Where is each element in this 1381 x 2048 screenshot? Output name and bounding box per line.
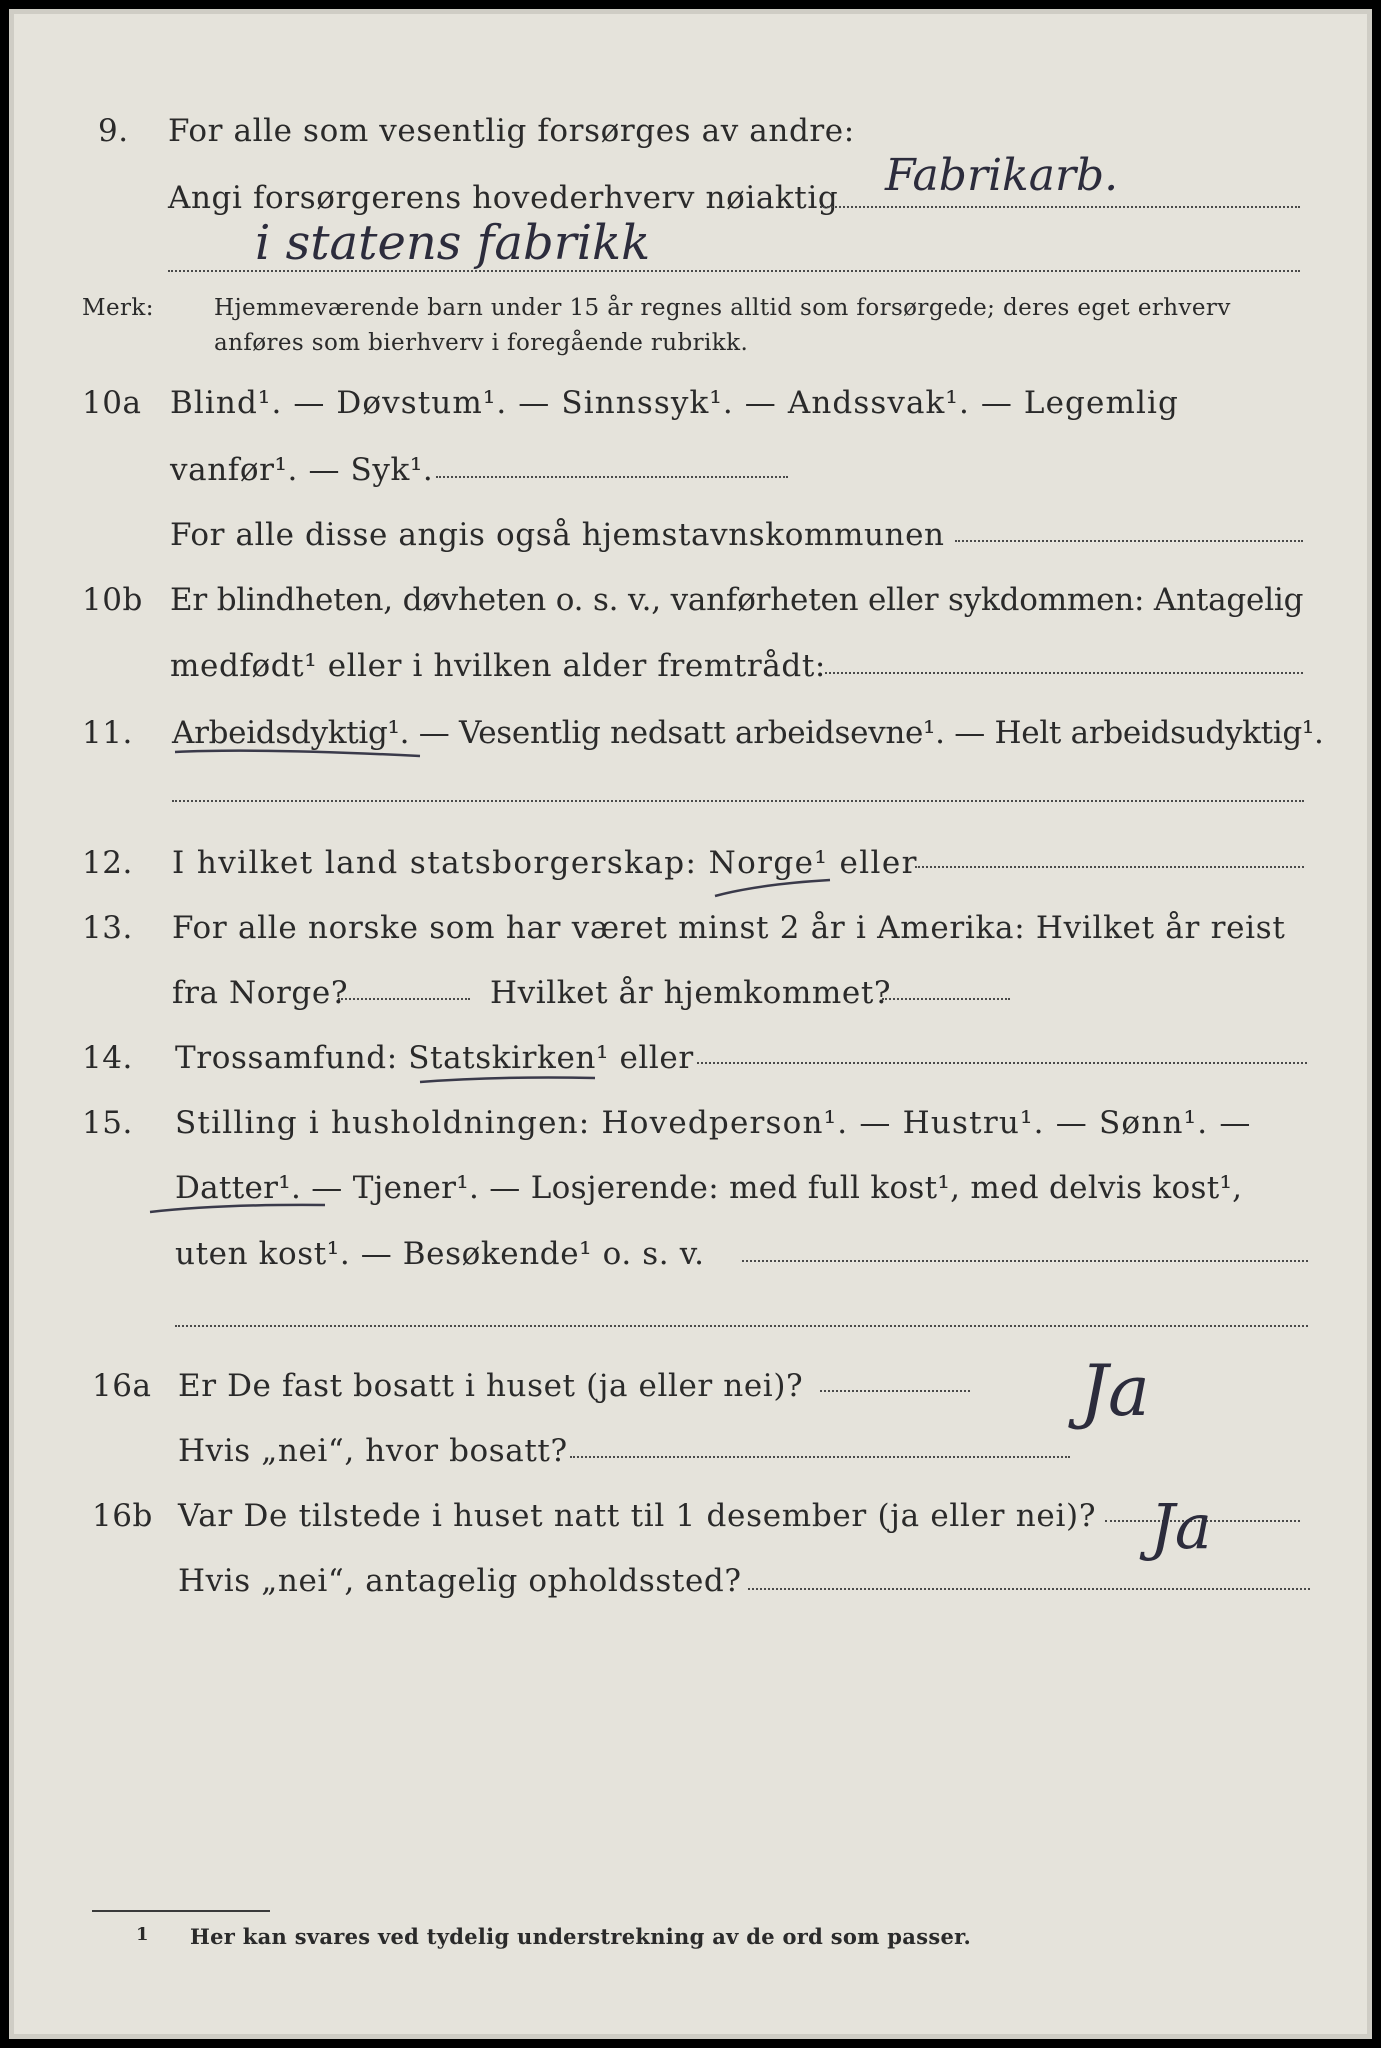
q12-number: 12. bbox=[82, 845, 133, 881]
q15-line3: uten kost¹. — Besøkende¹ o. s. v. bbox=[175, 1236, 705, 1272]
q16b-line2: Hvis „nei“, antagelig opholdssted? bbox=[178, 1563, 742, 1599]
footnote-text: Her kan svares ved tydelig understrekning av de ord som passer. bbox=[190, 1924, 972, 1949]
q10a-line1: Blind¹. — Døvstum¹. — Sinnssyk¹. — Andssvak¹. — Legemlig bbox=[170, 385, 1179, 421]
q13-number: 13. bbox=[82, 910, 133, 946]
q16a-handwritten-answer: Ja bbox=[1080, 1350, 1150, 1432]
q13-line1: For alle norske som har været minst 2 år i Amerika: Hvilket år reist bbox=[172, 910, 1286, 946]
q9-line1: For alle som vesentlig forsørges av andre: bbox=[168, 113, 855, 149]
q16a-line1: Er De fast bosatt i huset (ja eller nei)? bbox=[178, 1368, 804, 1404]
q9-handwritten-answer-1: Fabrikarb. bbox=[885, 150, 1119, 201]
q10b-line1: Er blindheten, døvheten o. s. v., vanførheten eller sykdommen: Antagelig bbox=[170, 582, 1304, 618]
merk-line2: anføres som bierhverv i foregående rubrikk. bbox=[214, 330, 749, 356]
q16b-opholdssted-line bbox=[748, 1588, 1310, 1590]
q13-hjemkommet-line bbox=[882, 998, 1010, 1000]
footnote-number: 1 bbox=[136, 1924, 149, 1945]
q9-number: 9. bbox=[98, 113, 129, 149]
q12-line1: I hvilket land statsborgerskap: Norge¹ eller bbox=[172, 845, 918, 881]
q16b-number: 16b bbox=[92, 1498, 153, 1534]
q10a-kommune-line bbox=[955, 540, 1303, 542]
q10a-line2: vanfør¹. — Syk¹. bbox=[170, 452, 434, 488]
q10a-line3: For alle disse angis også hjemstavnskommunen bbox=[170, 517, 945, 553]
merk-line1: Hjemmeværende barn under 15 år regnes alltid som forsørgede; deres eget erhverv bbox=[214, 295, 1231, 321]
q15-answer-line-2 bbox=[175, 1325, 1308, 1327]
q9-handwritten-answer-2: i statens fabrikk bbox=[255, 215, 651, 271]
q10a-answer-line bbox=[436, 476, 788, 478]
q16a-answer-line bbox=[820, 1390, 970, 1392]
q10b-number: 10b bbox=[82, 582, 143, 618]
q14-line1: Trossamfund: Statskirken¹ eller bbox=[175, 1040, 694, 1076]
q10a-number: 10a bbox=[82, 385, 142, 421]
footnote-rule bbox=[92, 1910, 270, 1912]
q11-line1: Arbeidsdyktig¹. — Vesentlig nedsatt arbeidsevne¹. — Helt arbeidsudyktig¹. bbox=[172, 715, 1324, 751]
q10b-line2: medfødt¹ eller i hvilken alder fremtrådt: bbox=[170, 648, 826, 684]
q16a-bosatt-line bbox=[570, 1456, 1070, 1458]
q11-number: 11. bbox=[82, 715, 133, 751]
q16b-handwritten-answer: Ja bbox=[1150, 1490, 1212, 1563]
q13-line2a: fra Norge? bbox=[172, 975, 349, 1011]
q13-line2b: Hvilket år hjemkommet? bbox=[490, 975, 892, 1011]
q16a-line2: Hvis „nei“, hvor bosatt? bbox=[178, 1433, 568, 1469]
q13-reist-line bbox=[338, 998, 470, 1000]
q16a-number: 16a bbox=[92, 1368, 152, 1404]
q10b-answer-line bbox=[825, 672, 1303, 674]
q9-line2: Angi forsørgerens hovederhverv nøiaktig bbox=[168, 180, 839, 216]
q14-answer-line bbox=[697, 1062, 1307, 1064]
merk-label: Merk: bbox=[82, 295, 154, 321]
q15-line1: Stilling i husholdningen: Hovedperson¹. — Hustru¹. — Sønn¹. — bbox=[175, 1105, 1252, 1141]
q9-answer-line-1 bbox=[820, 206, 1300, 208]
q12-answer-line bbox=[915, 866, 1304, 868]
q11-answer-line bbox=[172, 800, 1304, 802]
q16b-line1: Var De tilstede i huset natt til 1 desember (ja eller nei)? bbox=[178, 1498, 1097, 1534]
q15-answer-line-1 bbox=[742, 1260, 1308, 1262]
q15-line2: Datter¹. — Tjener¹. — Losjerende: med full kost¹, med delvis kost¹, bbox=[175, 1170, 1243, 1206]
q15-number: 15. bbox=[82, 1105, 133, 1141]
q14-number: 14. bbox=[82, 1040, 133, 1076]
